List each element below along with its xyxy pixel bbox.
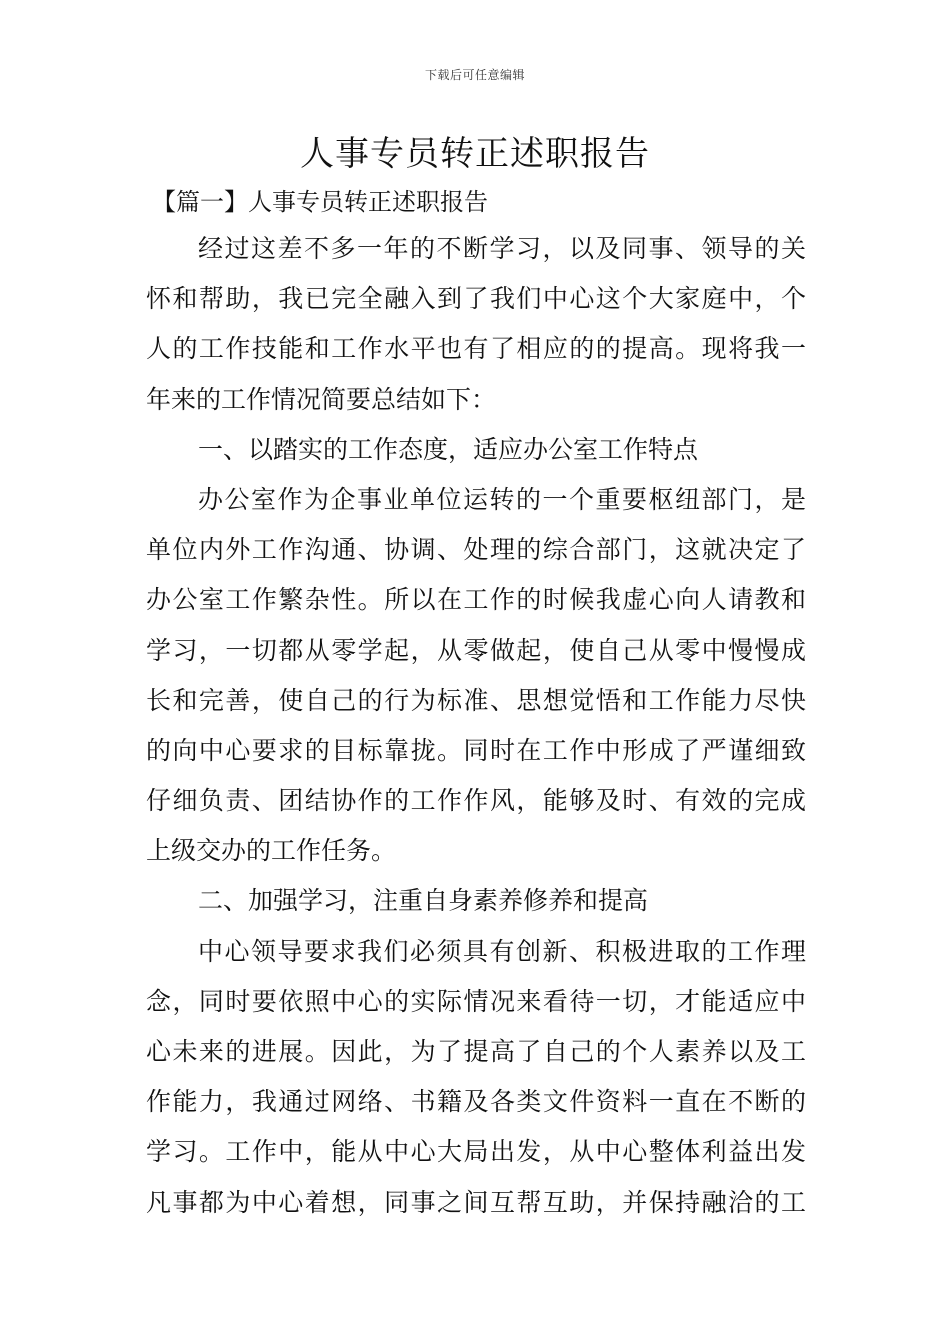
body-line: 上级交办的工作任务。 — [146, 836, 397, 866]
document-title: 人事专员转正述职报告 — [300, 134, 650, 174]
body-line: 办公室作为企事业单位运转的一个重要枢纽部门，是 — [198, 484, 806, 514]
body-line: 凡事都为中心着想，同事之间互帮互助，并保持融洽的工 — [146, 1187, 806, 1217]
header-note: 下载后可任意编辑 — [424, 68, 525, 82]
body-line: 学习。工作中，能从中心大局出发，从中心整体利益出发 — [146, 1137, 806, 1167]
body-line: 办公室工作繁杂性。所以在工作的时候我虚心向人请教和 — [146, 585, 806, 615]
body-line: 一、以踏实的工作态度，适应办公室工作特点 — [198, 434, 699, 464]
body-line: 年来的工作情况简要总结如下： — [146, 384, 497, 414]
body-line: 二、加强学习，注重自身素养修养和提高 — [198, 886, 649, 916]
body-line: 学习，一切都从零学起，从零做起，使自己从零中慢慢成 — [146, 635, 806, 665]
body-text — [146, 224, 806, 1228]
body-line: 作能力，我通过网络、书籍及各类文件资料一直在不断的 — [146, 1087, 806, 1117]
body-line: 仔细负责、团结协作的工作作风，能够及时、有效的完成 — [146, 786, 806, 816]
body-line: 怀和帮助，我已完全融入到了我们中心这个大家庭中，个 — [146, 284, 806, 314]
section-heading: 【篇一】人事专员转正述职报告 — [152, 188, 488, 216]
body-line: 长和完善，使自己的行为标准、思想觉悟和工作能力尽快 — [146, 685, 806, 715]
body-line: 心未来的进展。因此，为了提高了自己的个人素养以及工 — [146, 1037, 806, 1066]
body-line: 念，同时要依照中心的实际情况来看待一切，才能适应中 — [146, 986, 806, 1016]
body-line: 中心领导要求我们必须具有创新、积极进取的工作理 — [198, 936, 806, 966]
body-line: 的向中心要求的目标靠拢。同时在工作中形成了严谨细致 — [146, 735, 806, 765]
body-line: 人的工作技能和工作水平也有了相应的的提高。现将我一 — [146, 334, 806, 364]
body-line: 单位内外工作沟通、协调、处理的综合部门，这就决定了 — [146, 535, 806, 565]
body-line: 经过这差不多一年的不断学习，以及同事、领导的关 — [198, 234, 806, 263]
